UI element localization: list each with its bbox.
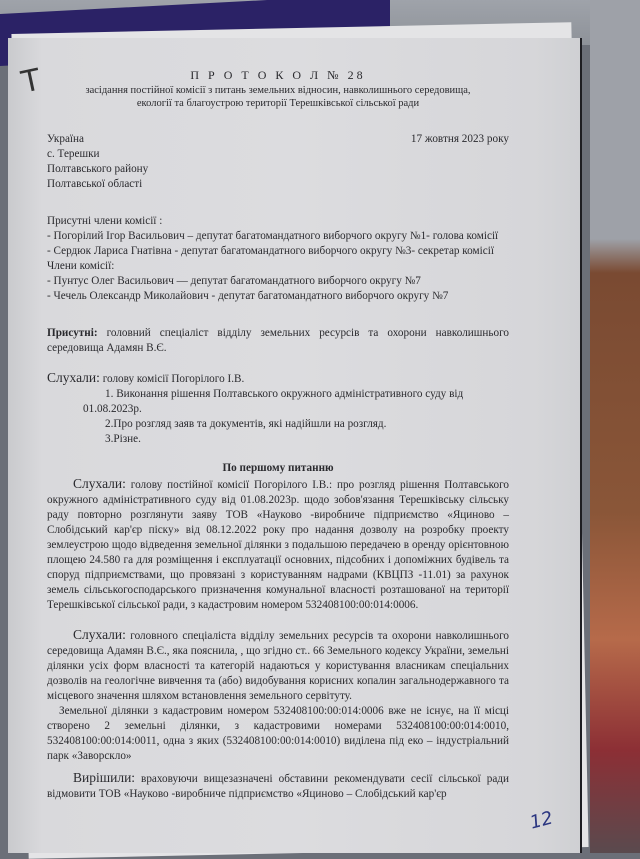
p4-text: враховуючи вищезазначені обставини рекомендувати сесії сільської ради відмовити ТОВ «Науково -виробниче підприємство «Яциново – Слобідський кар'єр: [47, 773, 509, 800]
section-title: По першому питанню: [222, 462, 334, 474]
header-row: [47, 132, 509, 192]
agenda-item-cont: 01.08.2023р.: [83, 403, 142, 415]
protocol-subtitle-2: екології та благоустрою території Терешківської сільської ради: [136, 98, 420, 109]
agenda-item: 2.Про розгляд заяв та документів, які надійшли на розгляд.: [105, 418, 387, 430]
p4-label: Вирішили:: [73, 770, 136, 785]
present-members-label: Присутні члени комісії :: [47, 215, 163, 227]
heard-text: голову комісії Погорілого І.В.: [99, 373, 245, 385]
member-line: - Погорілий Ігор Васильович – депутат багатомандатного виборчого округу №1- голова комісії: [47, 230, 499, 242]
handwritten-mark: T: [18, 62, 44, 101]
location-line: Полтавського району: [47, 163, 149, 175]
heard-paragraph: [47, 370, 509, 387]
agenda-item: 1. Виконання рішення Полтавського окружного адміністративного суду від: [105, 388, 464, 400]
member-line: - Сердюк Лариса Гнатівна - депутат багатомандатного виборчого округу №3- секретар комісії: [47, 245, 494, 257]
paragraph-3: Земельної ділянки з кадастровим номером 532408100:00:014:0006 вже не існує, на її місці створено 2 земельні ділянки, з кадастровими номерами 532408100:00:014:0010, 532408100:00:014:0011, одна з яких (532408100:00:014:0010) виділена під еко – індустріальний парк «Заворскло»: [47, 705, 509, 762]
attendees-label: Присутні:: [47, 327, 98, 339]
member-line: - Чечель Олександр Миколайович - депутат багатомандатного виборчого округу №7: [47, 290, 449, 302]
page-number: 12: [527, 807, 556, 834]
members-label: Члени комісії:: [47, 260, 115, 272]
agenda-item: 3.Різне.: [105, 433, 141, 445]
p1-text: голову постійної комісії Погорілого І.В.: про розгляд рішення Полтавського окружного адміністративного суду від 01.08.2023р. щодо зобов'язання Терешківську сільську раду повторно розглянути заяву ТОВ «Науково -виробниче підприємство «Яциново – Слобідський кар'єр піску» від 08.12.2022 року про надання дозволу на розробку проекту землеустрою щодо відведення земельної ділянки з подальшою передачею в оренду орієнтовною площею 24.580 га для розміщення і експлуатації основних, підсобних і допоміжних будівель та споруд підприємствами, що провязані з користуванням надрами (КВЦПЗ -11.01) за рахунок земель сільськогосподарського призначення комунальної власності розташованої на території Терешківської сільської ради, з кадастровим номером 532408100:00:014:0006.: [47, 479, 509, 611]
location-line: Україна: [47, 133, 84, 145]
protocol-subtitle-1: засідання постійної комісії з питань земельних відносин, навколишнього середовища,: [85, 85, 471, 96]
protocol-title: П Р О Т О К О Л № 28: [190, 68, 366, 82]
background-right: [590, 0, 640, 853]
attendees-paragraph: [47, 326, 509, 356]
paragraph-4: [47, 770, 509, 802]
paragraph-1: [47, 476, 509, 613]
attendees-text: головний спеціаліст відділу земельних ресурсів та охорони навколишнього середовища Адамян В.Є.: [47, 327, 509, 354]
p1-label: Слухали:: [73, 476, 126, 491]
location-line: с. Терешки: [47, 148, 100, 160]
heard-label: Слухали:: [47, 370, 100, 385]
member-line: - Пунтус Олег Васильович — депутат багатомандатного виборчого округу №7: [47, 275, 421, 287]
location-block: [47, 132, 148, 192]
document-content: [47, 68, 509, 802]
paragraph-2: [47, 627, 509, 704]
p2-label: Слухали:: [73, 627, 126, 642]
protocol-date: 17 жовтня 2023 року: [410, 133, 509, 145]
p2-text: головного спеціаліста відділу земельних ресурсів та охорони навколишнього середовища Адамян В.Є., яка пояснила, , що згідно ст.. 66 Земельного кодексу України, земельні ділянки усіх форм власності та категорій надаються у користування власникам спеціальних дозволів на геологічне вивчення та (або) видобування корисних копалин загальнодержавного та місцевого значення шляхом встановлення земельного сервітуту.: [47, 630, 509, 702]
location-line: Полтавської області: [47, 178, 143, 190]
